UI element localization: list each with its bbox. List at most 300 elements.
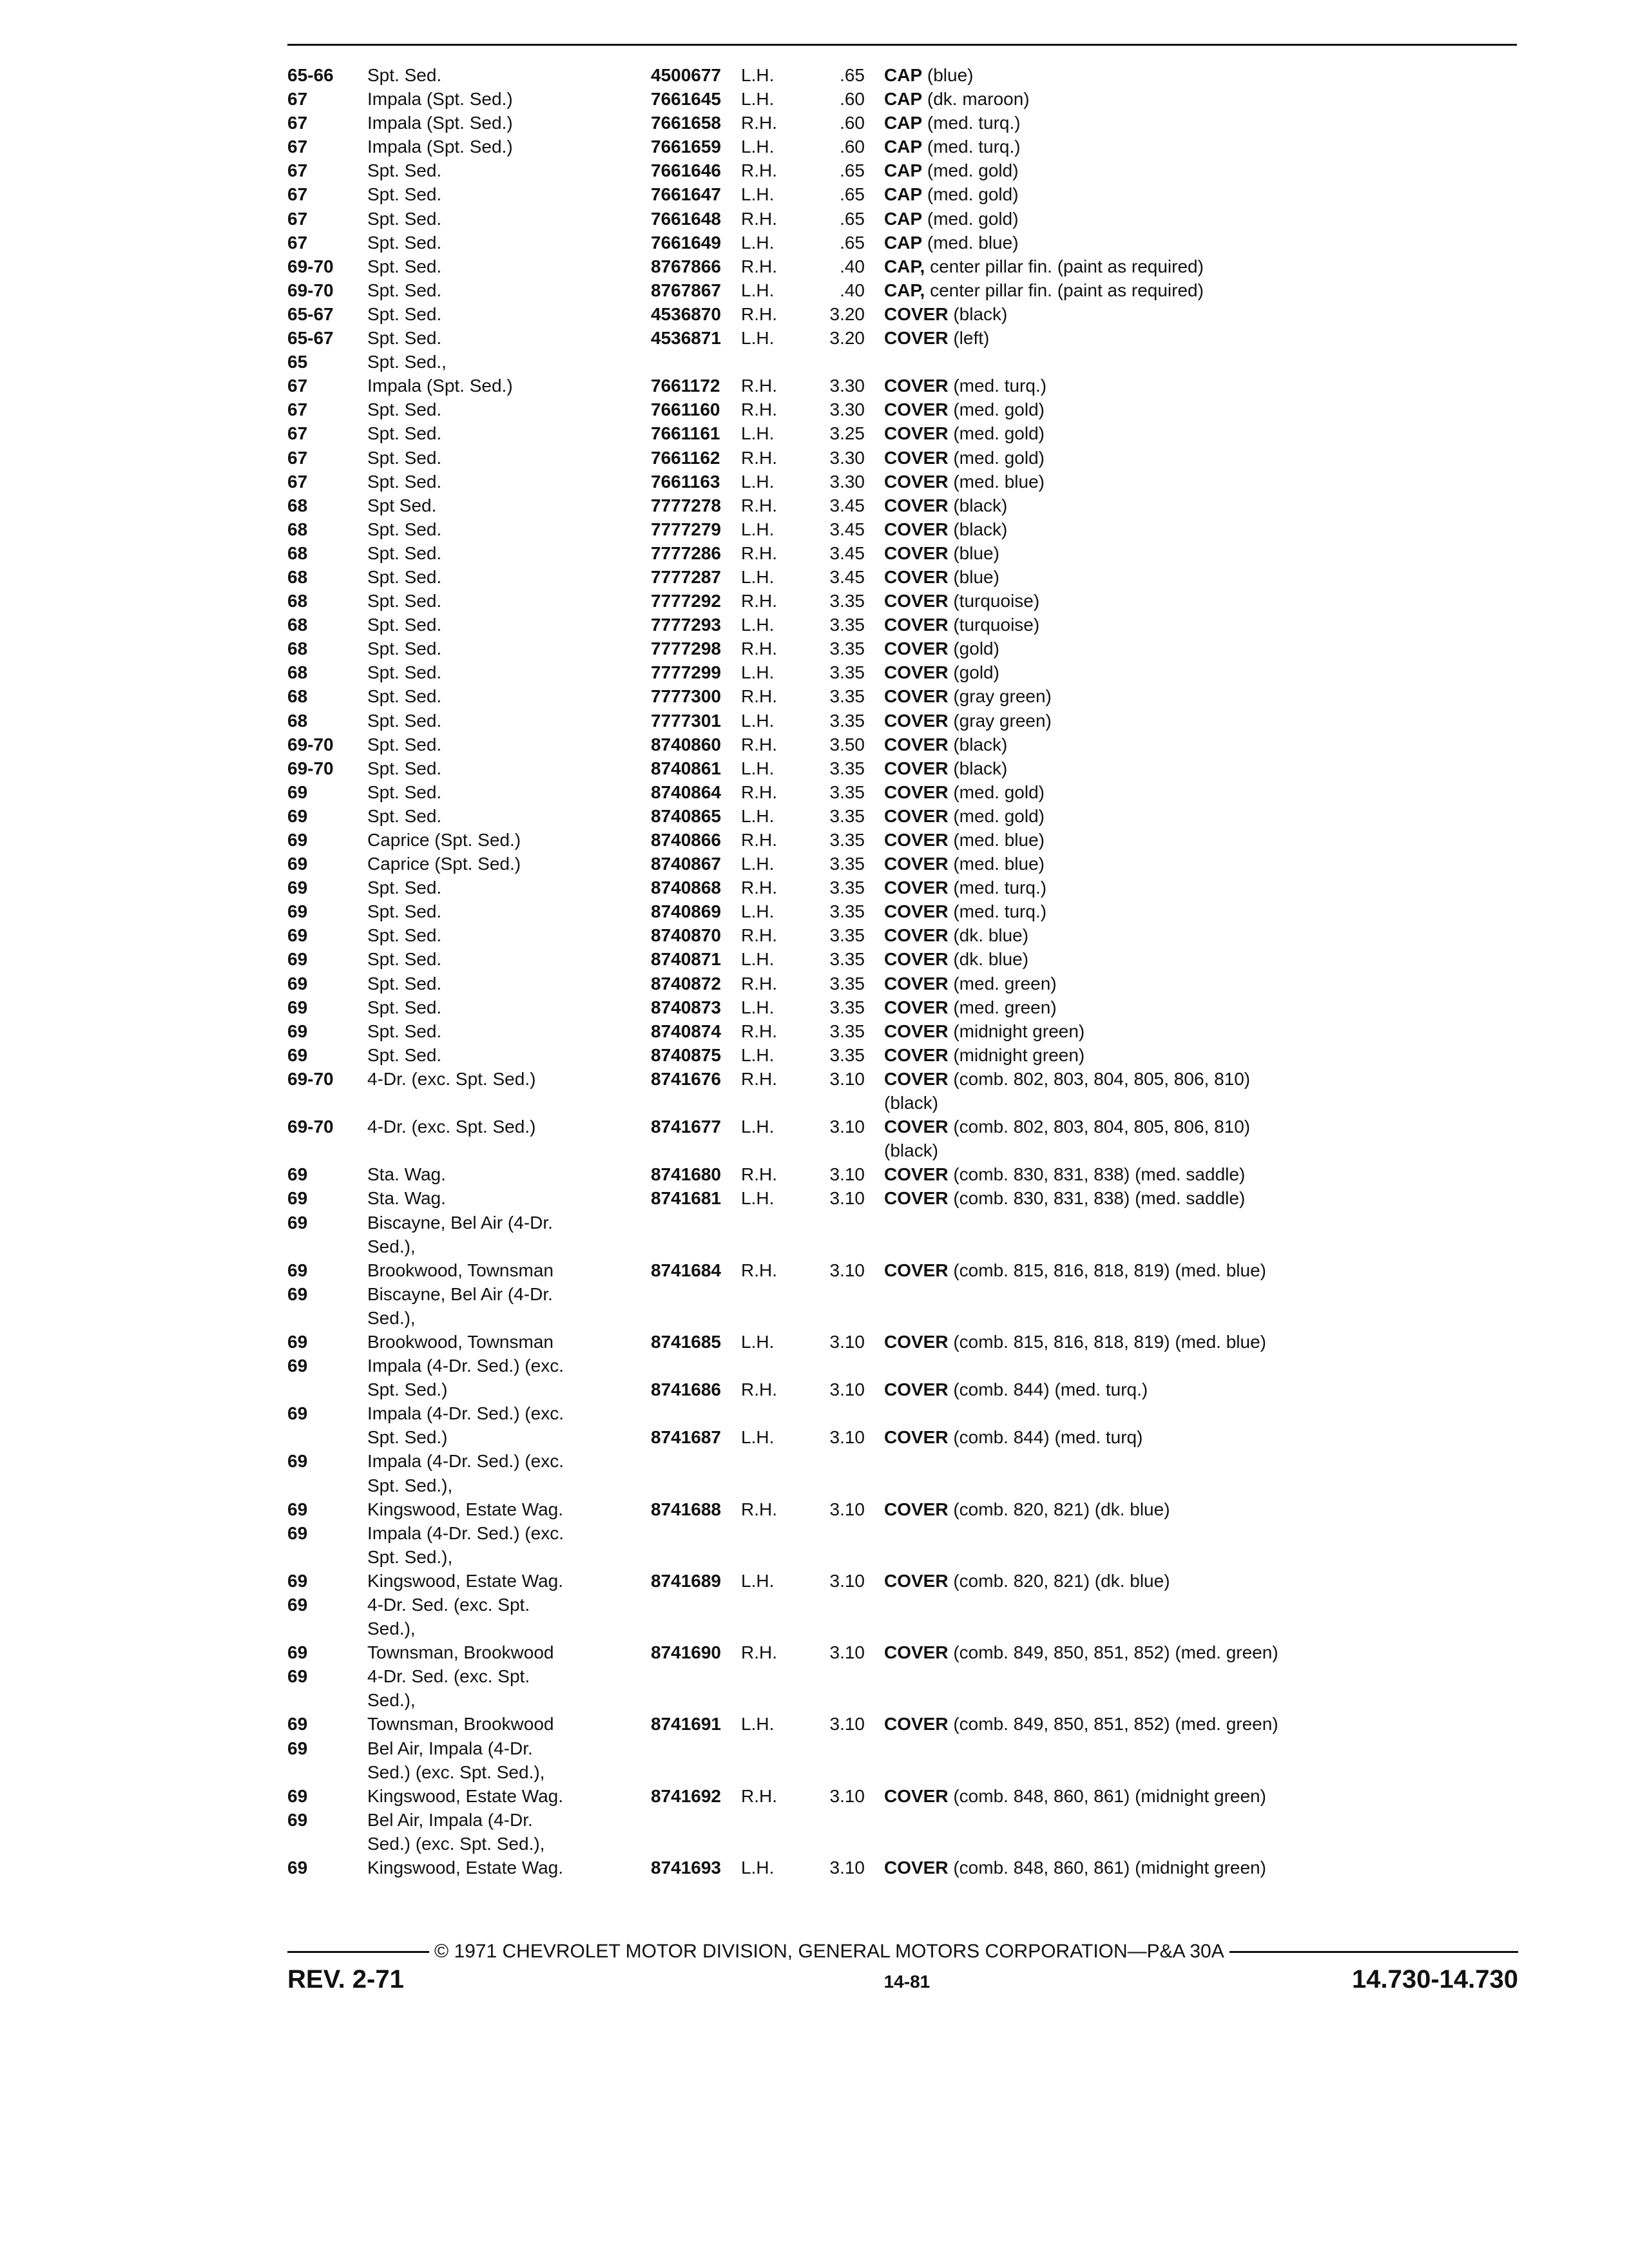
price: .60 — [840, 113, 865, 133]
model-name-text: Spt. Sed. — [367, 782, 442, 802]
model-name — [367, 1186, 651, 1210]
model-name-text: Kingswood, Estate Wag. — [367, 1785, 564, 1806]
model-name-text: Impala (4-Dr. Sed.) (exc. Spt. Sed.) — [367, 1403, 564, 1448]
model-year: 69 — [287, 1714, 308, 1735]
model-name-text: 4-Dr. (exc. Spt. Sed.) — [367, 1117, 536, 1137]
part-detail: (comb. 844) (med. turq.) — [948, 1379, 1148, 1400]
part-name: COVER — [884, 1331, 949, 1352]
model-year: 65-67 — [287, 303, 334, 324]
model-name-text: Kingswood, Estate Wag. — [367, 1499, 564, 1519]
model-year: 69 — [287, 1451, 308, 1472]
page-footer — [287, 1941, 1518, 1994]
model-name-text: Brookwood, Townsman — [367, 1331, 554, 1352]
model-name — [367, 470, 651, 494]
model-name — [367, 756, 651, 780]
part-description — [865, 255, 1509, 278]
part-detail: (med. blue) — [948, 471, 1045, 492]
part-name: COVER — [884, 1499, 949, 1519]
side-designation: L.H. — [741, 519, 775, 539]
part-number: 8741687 — [651, 1427, 722, 1448]
price: 3.20 — [829, 328, 865, 349]
price: 3.35 — [829, 878, 865, 898]
model-name — [367, 135, 651, 159]
part-row — [287, 207, 1518, 231]
part-row — [287, 1115, 1518, 1162]
model-name-text: Bel Air, Impala (4-Dr. Sed.) (exc. Spt. Sed.), — [367, 1809, 545, 1854]
part-row — [287, 923, 1518, 947]
part-name: COVER — [884, 686, 949, 707]
price: 3.10 — [829, 1427, 865, 1448]
part-detail: (dk. blue) — [948, 925, 1029, 946]
part-row — [287, 613, 1518, 637]
part-detail: (med. gold) — [922, 160, 1019, 181]
model-name-text: Spt. Sed. — [367, 447, 442, 468]
side-designation: L.H. — [741, 949, 775, 970]
part-number: 7661162 — [651, 447, 720, 468]
part-number: 8741685 — [651, 1331, 722, 1352]
model-name-text: Spt. Sed. — [367, 734, 442, 754]
part-detail: (med. gold) — [948, 782, 1045, 802]
part-name: CAP — [884, 89, 923, 110]
model-name-text: Spt. Sed. — [367, 519, 442, 539]
part-name: COVER — [884, 376, 949, 396]
model-name — [367, 421, 651, 445]
part-number: 8741677 — [651, 1117, 722, 1137]
price: .60 — [840, 137, 865, 157]
part-description — [865, 1019, 1509, 1043]
part-row — [287, 517, 1518, 541]
part-description — [865, 1043, 1509, 1067]
model-year: 69 — [287, 782, 308, 802]
price: .65 — [840, 184, 865, 205]
model-name-text: Spt. Sed. — [367, 639, 442, 659]
model-year: 68 — [287, 566, 308, 587]
part-row — [287, 1401, 1518, 1449]
part-row — [287, 565, 1518, 589]
part-row — [287, 182, 1518, 206]
price: .65 — [840, 160, 865, 181]
side-designation: R.H. — [741, 591, 777, 611]
part-description — [865, 589, 1509, 613]
part-row — [287, 1497, 1518, 1521]
part-description — [865, 1258, 1509, 1282]
part-number: 8740870 — [651, 925, 722, 946]
part-row — [287, 421, 1518, 445]
side-designation: R.H. — [741, 1164, 777, 1185]
part-name: COVER — [884, 471, 949, 492]
model-name-text: Spt. Sed. — [367, 256, 442, 276]
model-year: 68 — [287, 639, 308, 659]
side-designation: R.H. — [741, 734, 777, 754]
part-description — [865, 709, 1509, 733]
part-description — [865, 87, 1509, 111]
part-name: COVER — [884, 1379, 949, 1400]
part-name: CAP — [884, 113, 923, 133]
price: 3.35 — [829, 805, 865, 826]
part-row — [287, 1043, 1518, 1067]
price: 3.35 — [829, 973, 865, 994]
part-row — [287, 972, 1518, 995]
model-name-text: Impala (Spt. Sed.) — [367, 113, 513, 133]
part-row — [287, 709, 1518, 733]
part-description — [865, 1497, 1509, 1521]
part-description — [865, 1856, 1509, 1879]
part-description — [865, 684, 1509, 708]
part-name: CAP, — [884, 280, 925, 300]
part-number: 7661645 — [651, 89, 722, 110]
part-number: 7777292 — [651, 591, 722, 611]
part-number: 7661658 — [651, 113, 722, 133]
part-name: COVER — [884, 710, 949, 731]
model-year: 69 — [287, 1809, 308, 1830]
model-name — [367, 709, 651, 733]
model-year: 68 — [287, 686, 308, 707]
model-year: 69 — [287, 805, 308, 826]
side-designation: L.H. — [741, 1714, 775, 1735]
part-description — [865, 804, 1509, 828]
price: 3.10 — [829, 1714, 865, 1735]
model-year: 68 — [287, 615, 308, 635]
part-description — [865, 111, 1509, 135]
part-name: COVER — [884, 1642, 949, 1663]
part-name: COVER — [884, 805, 949, 826]
part-row — [287, 876, 1518, 899]
model-name — [367, 1354, 651, 1401]
part-number: 7777279 — [651, 519, 722, 539]
part-row — [287, 302, 1518, 326]
part-name: COVER — [884, 1427, 949, 1448]
part-detail: (med. gold) — [922, 208, 1019, 229]
model-name — [367, 398, 651, 421]
part-description — [865, 565, 1509, 589]
part-name: COVER — [884, 519, 949, 539]
price: .65 — [840, 208, 865, 229]
part-detail: (comb. 815, 816, 818, 819) (med. blue) — [948, 1260, 1266, 1280]
part-detail: (black) — [948, 758, 1008, 778]
part-row — [287, 1640, 1518, 1664]
model-year: 69-70 — [287, 1068, 334, 1089]
model-year: 69 — [287, 1570, 308, 1591]
part-number: 8741684 — [651, 1260, 722, 1280]
price: 3.35 — [829, 949, 865, 970]
model-year: 67 — [287, 113, 308, 133]
part-description — [865, 1115, 1509, 1162]
model-year: 69 — [287, 925, 308, 946]
model-year: 68 — [287, 543, 308, 563]
part-description — [865, 398, 1509, 421]
model-year: 67 — [287, 471, 308, 492]
model-name — [367, 255, 651, 278]
model-name — [367, 1808, 651, 1856]
part-number: 8740864 — [651, 782, 722, 802]
part-description — [865, 1784, 1509, 1808]
model-year: 68 — [287, 519, 308, 539]
model-year: 68 — [287, 591, 308, 611]
part-row — [287, 1211, 1518, 1258]
model-name-text: Impala (Spt. Sed.) — [367, 137, 513, 157]
part-description — [865, 446, 1509, 470]
part-number: 8741689 — [651, 1570, 722, 1591]
price: 3.50 — [829, 734, 865, 754]
model-name — [367, 1736, 651, 1784]
part-description — [865, 613, 1509, 637]
part-name: COVER — [884, 1785, 949, 1806]
model-name — [367, 1043, 651, 1067]
part-name: COVER — [884, 925, 949, 946]
model-name-text: Spt. Sed. — [367, 208, 442, 229]
model-year: 69 — [287, 997, 308, 1017]
model-name-text: Spt. Sed., — [367, 352, 447, 372]
part-description — [865, 899, 1509, 923]
model-year: 67 — [287, 376, 308, 396]
price: 3.10 — [829, 1642, 865, 1663]
model-year: 69 — [287, 949, 308, 970]
part-name: COVER — [884, 639, 949, 659]
part-row — [287, 326, 1518, 350]
model-name-text: Spt. Sed. — [367, 997, 442, 1017]
part-detail: (left) — [948, 328, 990, 349]
side-designation: R.H. — [741, 1021, 777, 1041]
model-year: 69-70 — [287, 280, 334, 300]
part-detail: (black) — [948, 303, 1008, 324]
model-name-text: Spt. Sed. — [367, 662, 442, 683]
side-designation: R.H. — [741, 925, 777, 946]
part-detail: (turquoise) — [948, 615, 1040, 635]
price: .65 — [840, 232, 865, 253]
part-name: CAP — [884, 208, 923, 229]
side-designation: R.H. — [741, 160, 777, 181]
part-row — [287, 1712, 1518, 1736]
model-name — [367, 1115, 651, 1139]
price: 3.35 — [829, 997, 865, 1017]
part-name: COVER — [884, 303, 949, 324]
model-name — [367, 1497, 651, 1521]
part-detail: (midnight green) — [948, 1021, 1085, 1041]
part-name: COVER — [884, 1117, 949, 1137]
part-number: 7777299 — [651, 662, 722, 683]
part-description — [865, 302, 1509, 326]
part-name: COVER — [884, 758, 949, 778]
model-name — [367, 852, 651, 876]
model-name — [367, 1784, 651, 1808]
model-name — [367, 923, 651, 947]
part-number: 7777293 — [651, 615, 722, 635]
model-name-text: Spt. Sed. — [367, 1021, 442, 1041]
part-number: 8740861 — [651, 758, 722, 778]
price: 3.10 — [829, 1858, 865, 1878]
price: 3.20 — [829, 303, 865, 324]
part-detail: (med. gold) — [922, 184, 1019, 205]
model-name-text: Spt. Sed. — [367, 303, 442, 324]
part-description — [865, 876, 1509, 899]
side-designation: L.H. — [741, 615, 775, 635]
price: 3.35 — [829, 854, 865, 874]
part-row — [287, 159, 1518, 182]
part-name: COVER — [884, 1260, 949, 1280]
part-row — [287, 804, 1518, 828]
part-name: COVER — [884, 1570, 949, 1591]
side-designation: R.H. — [741, 543, 777, 563]
model-name-text: Impala (Spt. Sed.) — [367, 89, 513, 110]
price: 3.10 — [829, 1570, 865, 1591]
side-designation: L.H. — [741, 1188, 775, 1209]
model-name-text: Spt. Sed. — [367, 328, 442, 349]
part-row — [287, 398, 1518, 421]
model-year: 69 — [287, 973, 308, 994]
part-name: COVER — [884, 1858, 949, 1878]
model-year: 69 — [287, 878, 308, 898]
part-row — [287, 1067, 1518, 1115]
model-name-text: 4-Dr. (exc. Spt. Sed.) — [367, 1068, 536, 1089]
price: .65 — [840, 65, 865, 85]
model-name-text: Spt. Sed. — [367, 1044, 442, 1065]
part-number: 8740873 — [651, 997, 722, 1017]
price: 3.35 — [829, 1044, 865, 1065]
part-description — [865, 852, 1509, 876]
model-name — [367, 1162, 651, 1186]
part-name: COVER — [884, 901, 949, 922]
model-name — [367, 1067, 651, 1091]
part-number: 8741690 — [651, 1642, 722, 1663]
model-year: 67 — [287, 399, 308, 420]
model-name — [367, 972, 651, 995]
part-row — [287, 494, 1518, 517]
model-name — [367, 1856, 651, 1879]
part-number: 8741680 — [651, 1164, 722, 1185]
side-designation: R.H. — [741, 208, 777, 229]
part-row — [287, 255, 1518, 278]
model-year: 69 — [287, 1188, 308, 1209]
model-name-text: Impala (4-Dr. Sed.) (exc. Spt. Sed.) — [367, 1356, 564, 1400]
model-name-text: Caprice (Spt. Sed.) — [367, 854, 521, 874]
footer-rule-left — [287, 1951, 429, 1953]
model-name — [367, 565, 651, 589]
part-description — [865, 923, 1509, 947]
part-description — [865, 159, 1509, 182]
model-name-text: Spt. Sed. — [367, 710, 442, 731]
part-row — [287, 63, 1518, 87]
part-name: COVER — [884, 1164, 949, 1185]
model-name-text: 4-Dr. Sed. (exc. Spt. Sed.), — [367, 1595, 530, 1639]
model-name — [367, 326, 651, 350]
price: .40 — [840, 256, 865, 276]
price: 3.10 — [829, 1379, 865, 1400]
price: 3.10 — [829, 1331, 865, 1352]
model-name-text: Spt. Sed. — [367, 591, 442, 611]
part-description — [865, 1330, 1509, 1354]
model-name-text: Spt. Sed. — [367, 399, 442, 420]
model-name-text: Spt. Sed. — [367, 543, 442, 563]
part-row — [287, 1258, 1518, 1282]
side-designation: R.H. — [741, 376, 777, 396]
part-detail: (comb. 844) (med. turq) — [948, 1427, 1143, 1448]
part-description — [865, 1712, 1509, 1736]
model-name — [367, 780, 651, 804]
part-detail: (med. blue) — [922, 232, 1019, 253]
part-detail: (med. blue) — [948, 830, 1045, 850]
price: 3.10 — [829, 1785, 865, 1806]
part-row — [287, 87, 1518, 111]
side-designation: R.H. — [741, 1499, 777, 1519]
part-number: 7777298 — [651, 639, 722, 659]
part-row — [287, 1354, 1518, 1401]
part-detail: (midnight green) — [948, 1044, 1085, 1065]
side-designation: R.H. — [741, 113, 777, 133]
part-row — [287, 589, 1518, 613]
part-number: 8741692 — [651, 1785, 722, 1806]
price: 3.30 — [829, 471, 865, 492]
part-row — [287, 135, 1518, 159]
part-detail: (black) — [948, 519, 1008, 539]
model-name — [367, 804, 651, 828]
model-name — [367, 1521, 651, 1569]
price: 3.35 — [829, 639, 865, 659]
model-name-text: Spt. Sed. — [367, 878, 442, 898]
part-detail: (med. gold) — [948, 447, 1045, 468]
part-detail: (gold) — [948, 662, 999, 683]
side-designation: L.H. — [741, 901, 775, 922]
side-designation: L.H. — [741, 423, 775, 444]
part-detail: (med. gold) — [948, 399, 1045, 420]
side-designation: L.H. — [741, 710, 775, 731]
model-name — [367, 995, 651, 1019]
part-number: 7661163 — [651, 471, 720, 492]
part-name: COVER — [884, 566, 949, 587]
part-row — [287, 684, 1518, 708]
part-number: 8740869 — [651, 901, 722, 922]
part-name: COVER — [884, 399, 949, 420]
model-year: 69 — [287, 1595, 308, 1615]
model-year: 69 — [287, 830, 308, 850]
part-row — [287, 637, 1518, 660]
model-year: 67 — [287, 184, 308, 205]
part-row — [287, 1330, 1518, 1354]
model-name — [367, 1401, 651, 1449]
side-designation: R.H. — [741, 256, 777, 276]
model-name-text: Spt. Sed. — [367, 973, 442, 994]
price: 3.45 — [829, 566, 865, 587]
model-name — [367, 182, 651, 206]
model-name-text: Biscayne, Bel Air (4-Dr. Sed.), — [367, 1283, 553, 1328]
model-name — [367, 828, 651, 852]
part-description — [865, 278, 1509, 302]
part-detail: (comb. 849, 850, 851, 852) (med. green) — [948, 1714, 1278, 1735]
model-name — [367, 207, 651, 231]
model-name — [367, 947, 651, 971]
part-row — [287, 828, 1518, 852]
part-number: 8767867 — [651, 280, 722, 300]
part-name: CAP — [884, 232, 923, 253]
price: 3.10 — [829, 1260, 865, 1280]
part-number: 7661647 — [651, 184, 722, 205]
part-name: COVER — [884, 1188, 949, 1209]
part-detail: (black) — [948, 734, 1008, 754]
part-description — [865, 756, 1509, 780]
part-number: 4536870 — [651, 303, 722, 324]
part-description — [865, 541, 1509, 565]
part-row — [287, 470, 1518, 494]
price: 3.10 — [829, 1188, 865, 1209]
model-name-text: Biscayne, Bel Air (4-Dr. Sed.), — [367, 1212, 553, 1256]
price: 3.35 — [829, 591, 865, 611]
part-name: COVER — [884, 830, 949, 850]
model-name — [367, 1282, 651, 1330]
model-name-text: Spt. Sed. — [367, 758, 442, 778]
model-year: 69-70 — [287, 734, 334, 754]
part-number: 8740866 — [651, 830, 722, 850]
model-year: 69 — [287, 1523, 308, 1543]
model-year: 69 — [287, 1642, 308, 1663]
